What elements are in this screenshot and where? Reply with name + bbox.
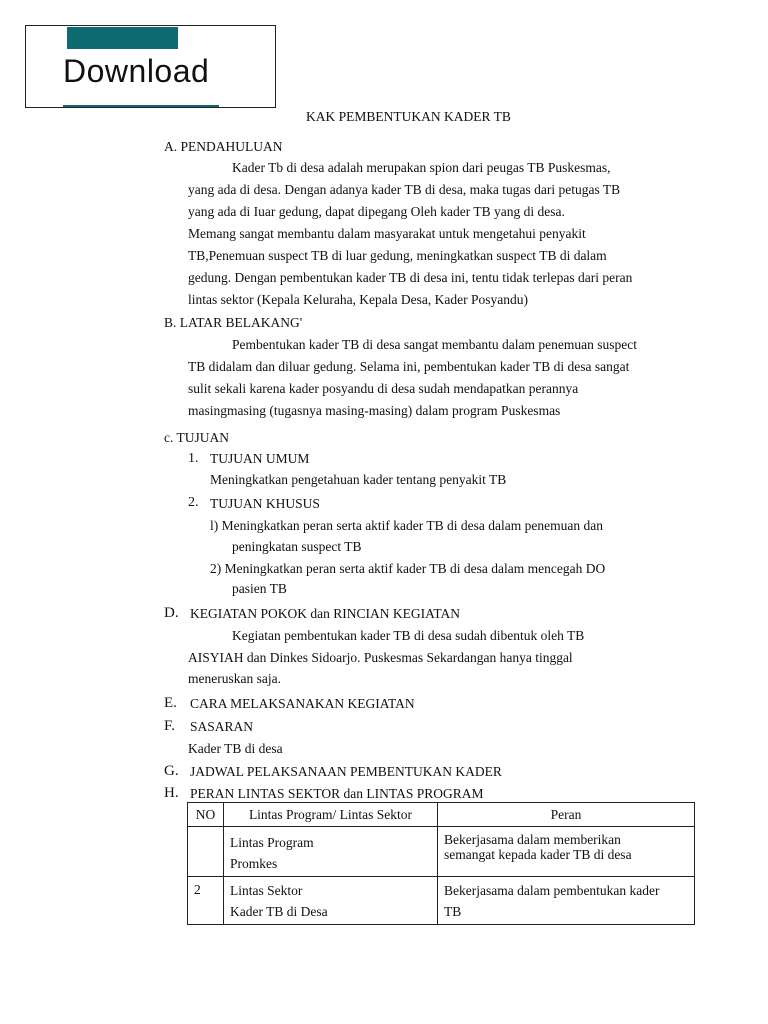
section-b-line: Pembentukan kader TB di desa sangat membantu dalam penemuan suspect [232,337,638,352]
section-d-heading: KEGIATAN POKOK dan RINCIAN KEGIATAN [190,606,461,621]
section-a-line: lintas sektor (Kepala Keluraha, Kepala Desa, Kader Posyandu) [188,292,528,307]
table-cell-line: Lintas Sektor [230,883,303,898]
tujuan-umum-text: Meningkatkan pengetahuan kader tentang penyakit TB [210,472,507,487]
section-h-heading: PERAN LINTAS SEKTOR dan LINTAS PROGRAM [190,786,484,801]
section-a-line: Kader Tb di desa adalah merupakan spion dari peugas TB Puskesmas, [232,160,611,175]
section-a-line: gedung. Dengan pembentukan kader TB di desa ini, tentu tidak terlepas dari peran [188,270,633,285]
table-cell-line: Promkes [230,856,278,871]
table-cell-line: Lintas Program [230,835,314,850]
section-d-line: meneruskan saja. [188,671,281,686]
section-f-letter: F. [164,718,175,734]
tujuan-khusus-heading: TUJUAN KHUSUS [210,496,320,511]
table-header-cell: NO [188,803,224,827]
section-g-heading: JADWAL PELAKSANAAN PEMBENTUKAN KADER [190,764,502,779]
table-header-row [188,803,695,827]
table-header-cell: Peran [438,803,695,827]
section-b-line: masingmasing (tugasnya masing-masing) dalam program Puskesmas [188,403,561,418]
section-b-heading: B. LATAR BELAKANG' [164,315,303,330]
peran-table [187,802,695,925]
section-a-line: TB,Penemuan suspect TB di luar gedung, meningkatkan suspect TB di dalam [188,248,607,263]
table-cell-line: Bekerjasama dalam pembentukan kader [444,883,660,898]
section-d-letter: D. [164,605,179,621]
table-row [188,877,695,925]
tujuan-umum-number: 1. [188,451,199,466]
table-cell-line: Bekerjasama dalam memberikan [444,832,621,847]
table-cell-lintas [224,827,438,877]
section-a-line: yang ada di desa. Dengan adanya kader TB di desa, maka tugas dari petugas TB [188,182,621,197]
tujuan-umum-heading: TUJUAN UMUM [210,451,310,466]
tujuan-khusus-number: 2. [188,495,199,510]
section-d-line: Kegiatan pembentukan kader TB di desa sudah dibentuk oleh TB [232,628,585,643]
section-b-line: TB didalam dan diluar gedung. Selama ini, pembentukan kader TB di desa sangat [188,359,630,374]
section-a-heading: A. PENDAHULUAN [164,139,283,154]
section-c-heading: c. TUJUAN [164,430,229,445]
section-d-line: AISYIAH dan Dinkes Sidoarjo. Puskesmas Sekardangan hanya tinggal [188,650,573,665]
table-cell-peran [438,827,695,877]
section-b-line: sulit sekali karena kader posyandu di desa sudah mendapatkan perannya [188,381,579,396]
table-cell-no: 2 [188,877,224,925]
table-row [188,827,695,877]
table-cell-no [188,827,224,877]
section-f-heading: SASARAN [190,719,254,734]
section-e-letter: E. [164,695,177,711]
section-g-letter: G. [164,763,179,779]
tujuan-khusus-line: pasien TB [232,581,287,596]
section-a-line: yang ada di Iuar gedung, dapat dipegang Oleh kader TB yang di desa. [188,204,565,219]
download-label[interactable]: Download [63,53,210,89]
table-cell-peran [438,877,695,925]
section-f-text: Kader TB di desa [188,741,283,756]
section-a-line: Memang sangat membantu dalam masyarakat untuk mengetahui penyakit [188,226,586,241]
download-underline [63,105,219,107]
table-header-cell: Lintas Program/ Lintas Sektor [224,803,438,827]
table-cell-line: semangat kepada kader TB di desa [444,847,632,862]
download-accent-bar [67,27,178,49]
table-cell-lintas [224,877,438,925]
tujuan-khusus-line: peningkatan suspect TB [232,539,362,554]
document-title: KAK PEMBENTUKAN KADER TB [306,109,511,124]
table-cell-line: Kader TB di Desa [230,904,328,919]
section-e-heading: CARA MELAKSANAKAN KEGIATAN [190,696,415,711]
tujuan-khusus-line: 2) Meningkatkan peran serta aktif kader TB di desa dalam mencegah DO [210,561,606,576]
section-h-letter: H. [164,785,179,801]
tujuan-khusus-line: l) Meningkatkan peran serta aktif kader TB di desa dalam penemuan dan [210,518,603,533]
table-cell-line: TB [444,904,462,919]
download-banner[interactable] [25,25,276,108]
